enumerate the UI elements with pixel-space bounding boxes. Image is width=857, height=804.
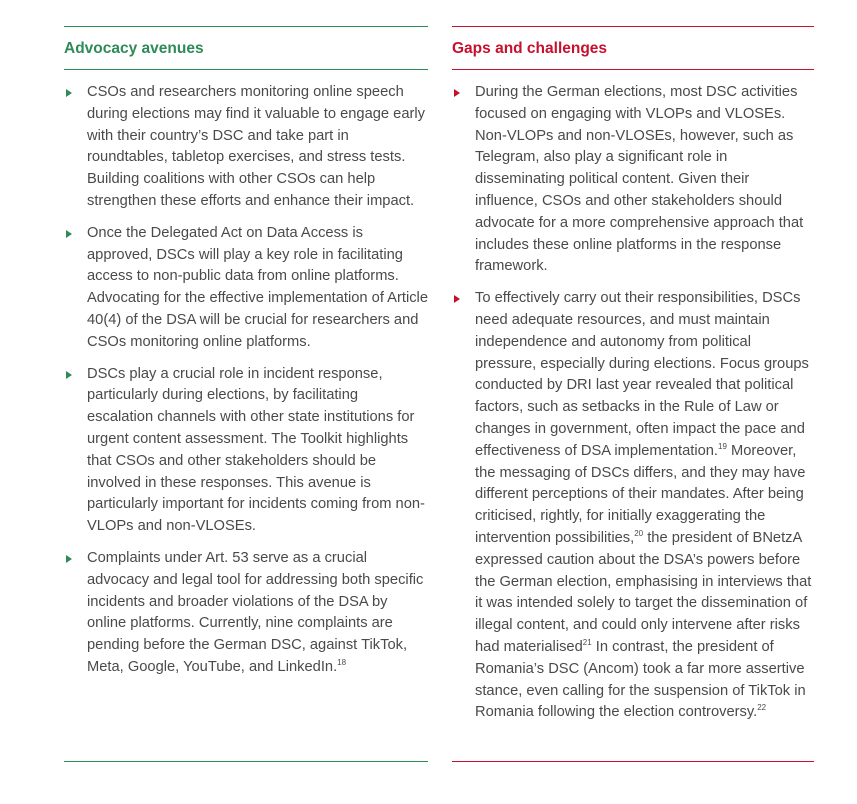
advocacy-list bbox=[64, 82, 428, 679]
list-item-text-part: In contrast, the president of Romania’s DSC (Ancom) took a far more assertive stance, even calling for the suspension of TikTok in Romania following the election controversy. bbox=[475, 638, 806, 721]
list-item-text: During the German elections, most DSC activities focused on engaging with VLOPs and VLOSEs. Non-VLOPs and non-VLOSEs, however, such as Telegram, also play a significant role in disseminating political content. Given their influence, CSOs and other stakeholders should advocate for a more comprehensive approach that includes these online platforms in the response framework. bbox=[475, 84, 804, 275]
list-item bbox=[452, 82, 814, 278]
triangle-bullet-icon bbox=[454, 295, 460, 303]
triangle-bullet-icon bbox=[66, 371, 72, 379]
heading-rule bbox=[452, 69, 814, 70]
triangle-bullet-icon bbox=[66, 555, 72, 563]
bottom-rule-right bbox=[452, 761, 814, 762]
list-item-text-part: To effectively carry out their responsibilities, DSCs need adequate resources, and must maintain independence and autonomy from political pressure, especially during elections. Focus groups conducted by DRI last year revealed that political factors, such as setbacks in the Rule of Law or changes in government, often impact the pace and effectiveness of DSA implementation. bbox=[475, 290, 809, 459]
top-rule bbox=[452, 26, 814, 27]
bottom-rule-left bbox=[64, 761, 428, 762]
footnote-ref[interactable]: 21 bbox=[582, 637, 592, 647]
triangle-bullet-icon bbox=[66, 230, 72, 238]
top-rule bbox=[64, 26, 428, 27]
list-item bbox=[64, 223, 428, 354]
list-item-text-part: Moreover, the messaging of DSCs differs, and they may have different perceptions of their mandates. After being criticised, rightly, for initially exaggerating the intervention possibilities, bbox=[475, 442, 806, 546]
list-item-text: CSOs and researchers monitoring online speech during elections may find it valuable to engage early with their country’s DSC and take part in roundtables, tabletop exercises, and stress tests. Building coalitions with other CSOs can help strengthen these efforts and enhance their impact. bbox=[87, 84, 426, 209]
advocacy-column bbox=[64, 26, 428, 689]
list-item bbox=[64, 82, 428, 213]
triangle-bullet-icon bbox=[66, 89, 72, 97]
gaps-list bbox=[452, 82, 814, 724]
footnote-ref[interactable]: 19 bbox=[718, 441, 727, 451]
gaps-column bbox=[452, 26, 814, 734]
footnote-ref[interactable]: 22 bbox=[757, 703, 767, 713]
heading-rule bbox=[64, 69, 428, 70]
list-item-text: Complaints under Art. 53 serve as a crucial advocacy and legal tool for addressing both specific incidents and broader violations of the DSA by online platforms. Currently, nine complaints are pending before the German DSC, against TikTok, Meta, Google, YouTube, and LinkedIn. bbox=[87, 549, 424, 675]
list-item-text-part: the president of BNetzA expressed caution about the DSA’s powers before the German election, emphasising in interviews that it was intended solely to target the dissemination of illegal content, and could only intervene after risks had materialised bbox=[475, 529, 812, 655]
footnote-ref[interactable]: 20 bbox=[634, 528, 644, 538]
list-item bbox=[64, 548, 428, 679]
list-item bbox=[64, 364, 428, 538]
list-item-text: DSCs play a crucial role in incident response, particularly during elections, by facilitating escalation channels with other state institutions for urgent content assessment. The Toolkit highlights that CSOs and other stakeholders should be involved in these responses. This avenue is particularly important for incidents coming from non-VLOPs and non-VLOSEs. bbox=[87, 365, 425, 535]
triangle-bullet-icon bbox=[454, 89, 460, 97]
list-item-text: Once the Delegated Act on Data Access is approved, DSCs will play a key role in facilitating access to non-public data from online platforms. Advocating for the effective implementation of Article 40(4) of the DSA will be crucial for researchers and CSOs monitoring online platforms. bbox=[87, 224, 428, 350]
gaps-heading: Gaps and challenges bbox=[452, 40, 608, 57]
list-item bbox=[452, 288, 814, 724]
advocacy-heading: Advocacy avenues bbox=[64, 40, 204, 57]
footnote-ref[interactable]: 18 bbox=[337, 657, 347, 667]
